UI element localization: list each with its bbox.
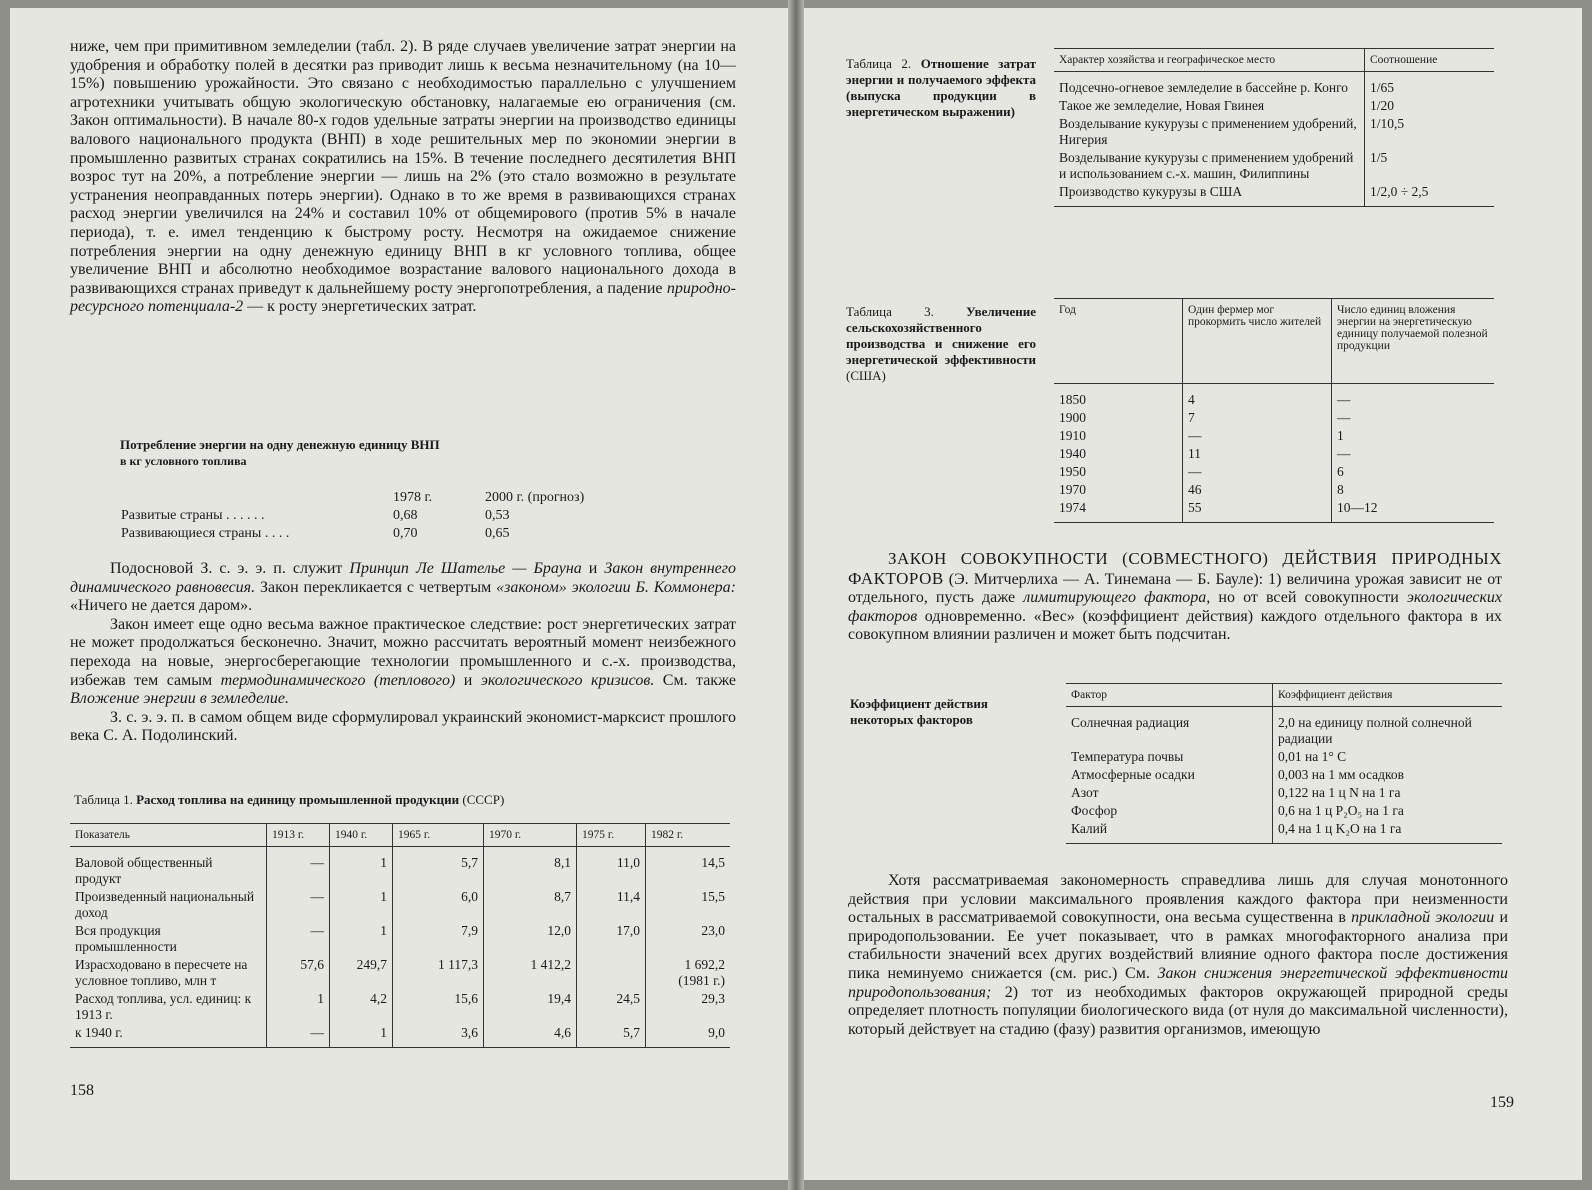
table-row [1054, 409, 1494, 427]
paragraph-text: но от всей совокупности [1218, 589, 1399, 607]
table-cell: 249,7 [330, 956, 393, 990]
table-cell: 7 [1183, 409, 1332, 427]
table-header: 1940 г. [330, 824, 393, 847]
italic-term: Принцип Ле Шательe — Брауна [349, 560, 582, 577]
caption-suffix: (США) [846, 368, 886, 383]
table-cell: 46 [1183, 481, 1332, 499]
italic-term: Закон снижения энергетической эффективности природопользования; [848, 964, 1508, 1001]
table-cell: Вся продукция промышленности [75, 923, 177, 954]
table-cell: 57,6 [267, 956, 330, 990]
table-cell: Такое же земледелие, Новая Гвинея [1059, 98, 1265, 113]
paragraph-text: Подосновой З. с. э. э. п. служит [110, 560, 343, 577]
table3-caption [846, 304, 1036, 384]
table-cell: Солнечная радиация [1071, 715, 1190, 730]
table-cell: 17,0 [577, 922, 646, 956]
mini-row-value: 0,53 [485, 508, 510, 523]
table-cell: 1 692,2 (1981 г.) [646, 956, 731, 990]
paragraph-text: и [588, 560, 598, 577]
table-cell: 0,6 на 1 ц P₂O₅ на 1 га [1273, 802, 1503, 820]
table-header: 1982 г. [646, 824, 731, 847]
paragraph-text: Хотя рассматриваемая закономерность справедлива лишь для случая монотонного действия при условии максимального проявления каждого фактора при неизменности остальных в рассматриваемой совокупности, она весьма существенна в [848, 872, 1508, 927]
table-cell: Подсечно-огневое земледелие в бассейне р. Конго [1059, 80, 1349, 95]
table-cell: 6,0 [393, 888, 484, 922]
table-cell: 24,5 [577, 990, 646, 1024]
table-row [70, 990, 730, 1024]
law-definition [848, 550, 1502, 645]
table-cell: — [267, 922, 330, 956]
caption-prefix: Таблица 2. [846, 56, 912, 71]
energy-mini-table [120, 436, 680, 543]
mini-row-value: 0,65 [485, 526, 510, 541]
fuel-consumption-table [70, 823, 730, 1048]
table-header: Соотношение [1365, 49, 1495, 72]
table-cell: Фосфор [1071, 803, 1118, 818]
italic-term: лимитирующего фактора, [1023, 589, 1211, 607]
table-row [1054, 72, 1494, 98]
table-cell: 11,0 [577, 847, 646, 889]
italic-term: термодинамического (теплового) [220, 671, 456, 689]
italic-term: Закон внутреннего динамического равновесия. [70, 560, 737, 596]
table-cell: 5,7 [577, 1024, 646, 1048]
right-bottom-paragraph [848, 872, 1508, 1039]
book-spine [788, 0, 804, 1190]
paragraph-text: и [463, 671, 473, 689]
table-cell: 1/2,0 ÷ 2,5 [1365, 183, 1495, 207]
table-row [70, 888, 730, 922]
mini-row-label: Развитые страны . . . . . . [121, 508, 265, 523]
table-row [70, 956, 730, 990]
table-cell: Возделывание кукурузы с применением удобрений, Нигерия [1059, 116, 1357, 147]
table-cell: 1974 [1054, 499, 1183, 523]
mini-table-title: Потребление энергии на одну денежную единицу ВНП [120, 437, 440, 452]
table-header: 1975 г. [577, 824, 646, 847]
table-row [1054, 115, 1494, 149]
table-cell: 7,9 [393, 922, 484, 956]
table-header: Фактор [1066, 684, 1273, 707]
table-cell: — [267, 888, 330, 922]
caption-prefix: Таблица 3. [846, 304, 934, 319]
table-cell: 1900 [1059, 410, 1086, 425]
table1-caption [74, 792, 734, 808]
table-row [1054, 481, 1494, 499]
law-heading: ЗАКОН СОВОКУПНОСТИ (СОВМЕСТНОГО) ДЕЙСТВИЯ ПРИРОДНЫХ ФАКТОРОВ [848, 549, 1502, 588]
table-header: 1965 г. [393, 824, 484, 847]
italic-term: экологических факторов [848, 589, 1503, 625]
table-header: Один фермер мог прокормить число жителей [1183, 299, 1332, 384]
page-number: 159 [1490, 1094, 1514, 1111]
table-cell: 15,5 [646, 888, 731, 922]
table-cell: 11 [1183, 445, 1332, 463]
table-cell: 11,4 [577, 888, 646, 922]
table-row [1054, 149, 1494, 183]
farming-efficiency-table [1054, 298, 1494, 523]
table-cell: 1 [330, 1024, 393, 1048]
table-cell: 1950 [1059, 464, 1086, 479]
table-row [1066, 748, 1502, 766]
paragraph-text: Закон имеет еще одно весьма важное практическое следствие: рост энергетических затрат не может продолжаться бесконечно. Значит, можно рассчитать вероятный момент неизбежного перехода на новые, энергосберегающие технологии промышленного и с.-х. производства, избежав тем самым [70, 615, 736, 689]
table-cell: Азот [1071, 785, 1099, 800]
paragraph-text: См. также [662, 671, 737, 689]
factor-coefficient-table [1066, 683, 1502, 844]
table-row [1054, 97, 1494, 115]
table-cell: Атмосферные осадки [1071, 767, 1195, 782]
table-cell: 0,122 на 1 ц N на 1 га [1273, 784, 1503, 802]
table-row [1066, 707, 1502, 749]
paragraph-text: З. с. э. э. п. в самом общем виде сформулировал украинский экономист-марксист прошлого века С. А. Подолинский. [70, 708, 736, 745]
table-cell: 10—12 [1332, 499, 1495, 523]
paragraph-text: и природопользовании. Ее учет показывает, что в рамках многофакторного анализа при стабильности значений всех других воздействий влияние одного фактора после достижения пика неминуемо снижается (см. рис.) См. [848, 909, 1509, 982]
mini-col-1978: 1978 г. [393, 490, 433, 505]
table-cell: 15,6 [393, 990, 484, 1024]
paragraph-text: ниже, чем при примитивном земледелии (табл. 2). В ряде случаев увеличение затрат энергии на удобрения и обработку полей в десятки раз приводит лишь к весьма незначительному (на 10—15%) повышению урожайности. Это связано с необходимостью параллельно с улучшением агротехники учитывать общую экологическую обстановку, налагаемые ею ограничения (см. Закон оптимальности). В начале 80-х годов удельные затраты энергии на производство единицы валового национального продукта (ВНП) в ходе решительных мер по экономии энергии в промышленно развитых странах сократились на 15%. В течение последнего десятилетия ВНП возрос тут на 20%, а потребление энергии — лишь на 2% (это стало возможно в результате устранения неоправданных потерь энергии). Однако в то же время в развивающихся странах расход энергии увеличился на 24% и составил 10% от общемирового (против 5% в начале периода), т. е. имел тенденцию к быстрому росту. Несмотря на ожидаемое снижение потребления энергии на одну денежную единицу ВНП в кг условного топлива, общее увеличение ВНП и абсолютно необходимое возрастание валового национального дохода в развивающихся странах приведут к дальнейшему росту энергопотребления, а падение [70, 38, 736, 297]
table-row [1054, 463, 1494, 481]
caption-text: Увеличение сельскохозяйственного производства и снижение его энергетической эффективности [846, 304, 1036, 367]
table-row [1054, 445, 1494, 463]
table-cell: 2,0 на единицу полной солнечной радиации [1273, 707, 1503, 749]
table-cell: Израсходовано в пересчете на условное топливо, млн т [75, 957, 248, 988]
factor-table-caption: Коэффициент действия некоторых факторов [850, 696, 988, 727]
table-cell: 23,0 [646, 922, 731, 956]
table-cell: 12,0 [484, 922, 577, 956]
table-cell: 1 412,2 [484, 956, 577, 990]
caption-text: Расход топлива на единицу промышленной продукции [136, 792, 460, 807]
caption-suffix: (СССР) [462, 792, 505, 807]
table-cell: 0,003 на 1 мм осадков [1273, 766, 1503, 784]
table-cell: 1/10,5 [1365, 115, 1495, 149]
table-cell: 1970 [1059, 482, 1086, 497]
table-header: 1913 г. [267, 824, 330, 847]
table-cell: 5,7 [393, 847, 484, 889]
table-cell: — [1183, 463, 1332, 481]
table-header: Год [1054, 299, 1183, 384]
table-cell: 9,0 [646, 1024, 731, 1048]
table-cell: 8 [1332, 481, 1495, 499]
table-cell: 0,01 на 1° C [1273, 748, 1503, 766]
table-cell: — [1332, 409, 1495, 427]
table-row [1054, 427, 1494, 445]
table-cell: 1 [330, 847, 393, 889]
table-header: Характер хозяйства и географическое место [1054, 49, 1365, 72]
page-number: 158 [70, 1082, 94, 1099]
table-cell: 8,7 [484, 888, 577, 922]
table-cell: 1 117,3 [393, 956, 484, 990]
table-cell: 1850 [1059, 392, 1086, 407]
caption-prefix: Таблица 1. [74, 792, 133, 807]
table-cell: 4,2 [330, 990, 393, 1024]
table-header-row [1066, 684, 1502, 707]
table-header-row [1054, 299, 1494, 384]
energy-ratio-table [1054, 48, 1494, 207]
table-cell: 3,6 [393, 1024, 484, 1048]
table-cell: 55 [1183, 499, 1332, 523]
table-cell: 1 [267, 990, 330, 1024]
table-header: Показатель [70, 824, 267, 847]
mini-table [120, 489, 585, 543]
table-cell: — [267, 847, 330, 889]
table-cell: — [1183, 427, 1332, 445]
table-cell: — [267, 1024, 330, 1048]
table-header-row [70, 824, 730, 847]
table-row [1066, 784, 1502, 802]
table-cell: 1/20 [1365, 97, 1495, 115]
table-header-row [1054, 49, 1494, 72]
table-cell: 6 [1332, 463, 1495, 481]
table-cell: 1/5 [1365, 149, 1495, 183]
table-cell: 1 [1332, 427, 1495, 445]
table-row [70, 922, 730, 956]
table-row [1066, 802, 1502, 820]
left-main-paragraph [70, 38, 736, 317]
mini-row-value: 0,68 [393, 508, 418, 523]
caption-text: Отношение затрат энергии и получаемого эффекта (выпуска продукции в энергетическом выражении) [846, 56, 1036, 119]
table-cell: 19,4 [484, 990, 577, 1024]
paragraph-text: одновременно. «Вес» (коэффициент действия) каждого отдельного фактора в их совокупном влиянии различен и может быть подсчитан. [848, 607, 1503, 644]
right-page [804, 8, 1582, 1180]
table-cell: 1 [330, 922, 393, 956]
table-cell: 8,1 [484, 847, 577, 889]
table-cell [577, 956, 646, 990]
table-row [1054, 384, 1494, 410]
table-row [70, 1024, 730, 1048]
table-cell: Температура почвы [1071, 749, 1184, 764]
italic-term: Вложение энергии в земледелие. [70, 690, 289, 708]
table-cell: Произведенный национальный доход [75, 889, 255, 920]
left-page [10, 8, 788, 1180]
table-cell: 14,5 [646, 847, 731, 889]
mini-row-value: 0,70 [393, 526, 418, 541]
table-cell: 0,4 на 1 ц K₂O на 1 га [1273, 820, 1503, 844]
table-cell: Валовой общественный продукт [75, 855, 213, 886]
table-row [1054, 499, 1494, 523]
table-row [1066, 766, 1502, 784]
table2-caption [846, 56, 1036, 120]
italic-term: экологического кризисов. [480, 671, 655, 689]
table-cell: Расход топлива, усл. единиц: к 1913 г. [75, 991, 252, 1022]
mini-row-label: Развивающиеся страны . . . . [121, 526, 290, 541]
italic-term: прикладной экологии [1351, 909, 1495, 927]
table-cell: Возделывание кукурузы с применением удобрений и использованием с.-х. машин, Филиппины [1059, 150, 1354, 181]
table-row [70, 847, 730, 889]
paragraph-text: — к росту энергетических затрат. [247, 298, 477, 316]
paragraph-text: 2) тот из необходимых факторов окружающей природной среды определяет плотность популяции биологического вида (от нуля до максимальной численности), который действует на стадию (фазу) развития организмов, имеющую [848, 983, 1508, 1038]
table-row [1054, 183, 1494, 207]
table-cell: 1 [330, 888, 393, 922]
mini-table-subtitle: в кг условного топлива [120, 454, 247, 468]
table-cell: к 1940 г. [70, 1024, 267, 1048]
table-header: Коэффициент действия [1273, 684, 1503, 707]
paragraph-text: Закон перекликается с четвертым [260, 578, 492, 596]
table-cell: 1940 [1059, 446, 1086, 461]
paragraph-text: «Ничего не дается даром». [70, 597, 253, 615]
table-cell: 1910 [1059, 428, 1086, 443]
table-cell: 29,3 [646, 990, 731, 1024]
table-cell: — [1332, 384, 1495, 410]
table-cell: Производство кукурузы в США [1054, 183, 1365, 207]
left-lower-paragraphs [70, 560, 736, 746]
table-cell: 1/65 [1365, 72, 1495, 98]
table-cell: 4 [1183, 384, 1332, 410]
mini-col-2000: 2000 г. (прогноз) [485, 490, 585, 505]
italic-term: природно-ресурсного потенциала-2 [70, 279, 737, 316]
italic-term: «законом» экологии Б. Коммонера: [496, 578, 737, 596]
table-cell: — [1332, 445, 1495, 463]
table-header: 1970 г. [484, 824, 577, 847]
table-header: Число единиц вложения энергии на энергетическую единицу получаемой полезной продукции [1332, 299, 1495, 384]
paragraph-text: (Э. Митчерлиха — А. Тинемана — Б. Бауле): 1) величина урожая зависит не от отдельного, пусть даже [848, 570, 1502, 607]
table-row [1066, 820, 1502, 844]
table-cell: 4,6 [484, 1024, 577, 1048]
table-cell: Калий [1066, 820, 1273, 844]
